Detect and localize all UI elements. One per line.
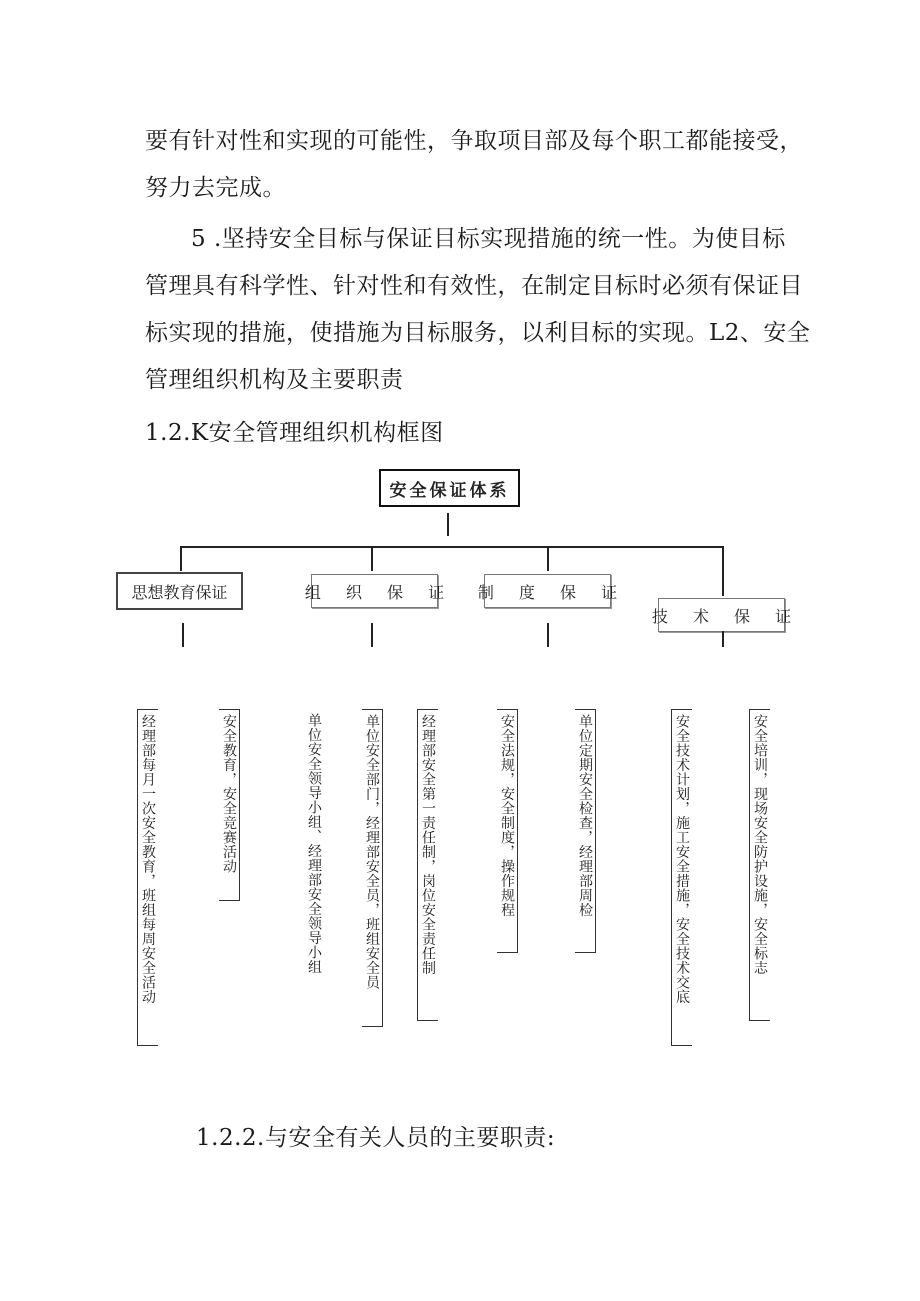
leaf-inspection: 单位定期安全检查，经理部周检 [575,709,596,953]
branch-box-ideology: 思想教育保证 [116,572,243,610]
root-connector [447,513,449,536]
stub-4 [722,631,724,647]
drop-2 [371,546,373,571]
leaf-responsibility-system: 经理部安全第一责任制，岗位安全责任制 [417,709,438,1021]
section-heading-122: 1.2.2.与安全有关人员的主要职责: [196,1125,556,1151]
paragraph-2-line-1: 5 .坚持安全目标与保证目标实现措施的统一性。为使目标 [191,226,786,252]
stub-3 [547,623,549,647]
drop-4 [722,546,724,596]
drop-3 [547,546,549,571]
paragraph-1-line-2: 努力去完成。 [145,175,286,201]
branch-box-organization: 组 织 保 证 [311,574,438,608]
leaf-monthly-education: 经理部每月一次安全教育，班组每周安全活动 [137,709,158,1046]
paragraph-2-line-4: 管理组织机构及主要职责 [145,367,404,393]
branch-bus [180,546,723,548]
stub-1 [182,623,184,647]
leaf-education-competition: 安全教育，安全竞赛活动 [219,709,240,901]
leaf-safety-department: 单位安全部门，经理部安全员，班组安全员 [362,709,383,1027]
org-root-box: 安全保证体系 [379,469,520,507]
paragraph-2-line-2: 管理具有科学性、针对性和有效性，在制定目标时必须有保证目 [145,273,803,299]
paragraph-2-line-3: 标实现的措施，使措施为目标服务，以利目标的实现。L2、安全 [145,320,811,346]
stub-2 [371,623,373,647]
leaf-technical-plan: 安全技术计划，施工安全措施，安全技术交底 [671,709,692,1046]
leaf-leading-groups: 单位安全领导小组、经理部安全领导小组 [306,713,322,974]
branch-box-system: 制 度 保 证 [484,574,611,608]
paragraph-1-line-1: 要有针对性和实现的可能性，争取项目部及每个职工都能接受， [145,128,803,154]
section-heading-121: 1.2.K安全管理组织机构框图 [145,420,444,446]
leaf-regulations: 安全法规，安全制度，操作规程 [497,709,518,953]
leaf-training-protection: 安全培训，现场安全防护设施，安全标志 [749,709,770,1021]
branch-box-technology: 技 术 保 证 [658,598,785,632]
drop-1 [180,546,182,571]
